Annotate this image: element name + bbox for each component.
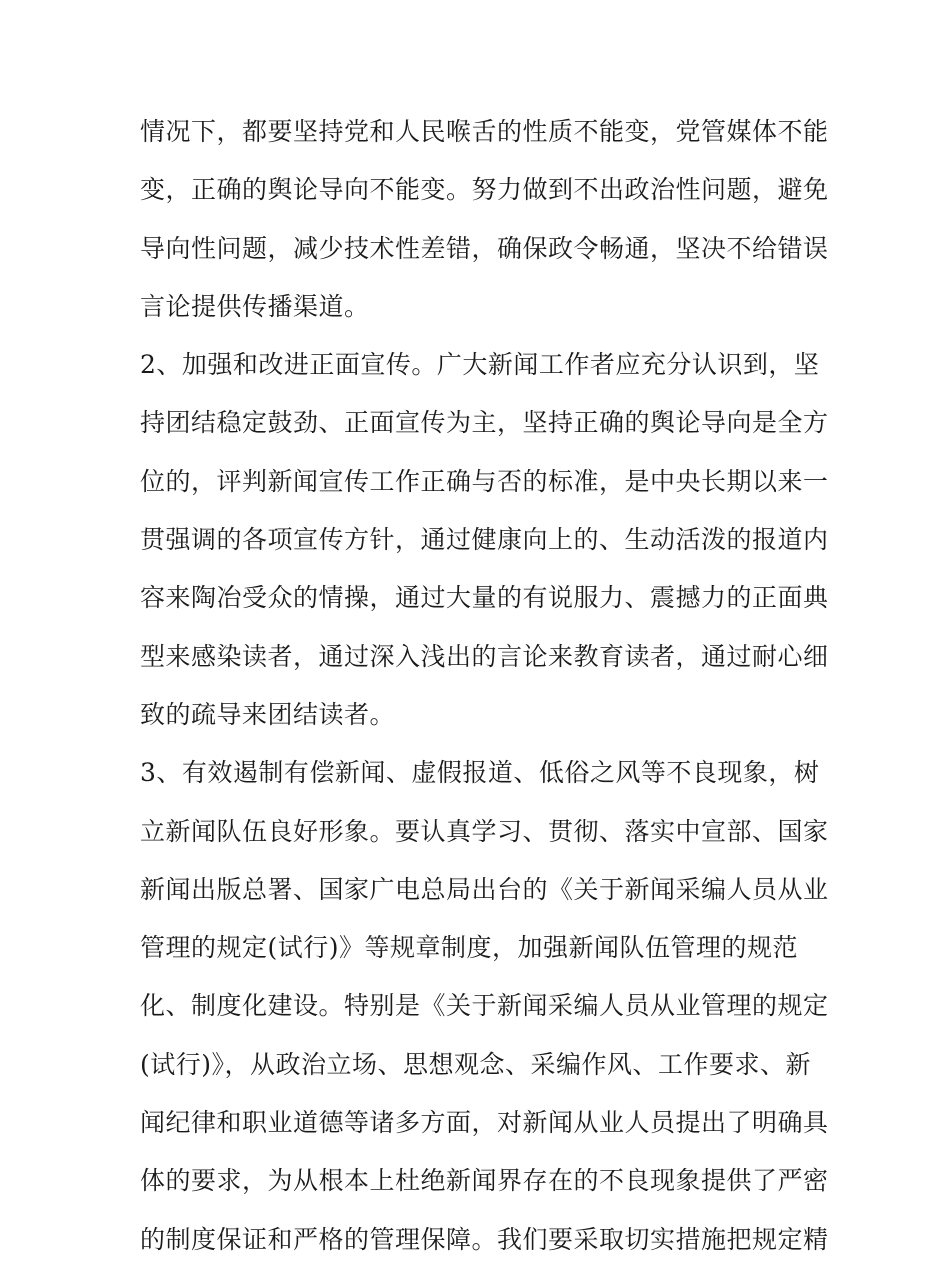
- text-line: 型来感染读者，通过深入浅出的言论来教育读者，通过耐心细: [140, 641, 829, 671]
- text-line: (试行)》，从政治立场、思想观念、采编作风、工作要求、新: [140, 1049, 812, 1079]
- text-line: 的制度保证和严格的管理保障。我们要采取切实措施把规定精: [140, 1224, 829, 1254]
- text-line: 闻纪律和职业道德等诸多方面，对新闻从业人员提出了明确具: [140, 1108, 829, 1138]
- text-line: 持团结稳定鼓劲、正面宣传为主，坚持正确的舆论导向是全方: [140, 408, 829, 438]
- text-line: 变，正确的舆论导向不能变。努力做到不出政治性问题，避免: [140, 175, 829, 205]
- text-line: 3、有效遏制有偿新闻、虚假报道、低俗之风等不良现象，树: [140, 758, 820, 788]
- text-line: 新闻出版总署、国家广电总局出台的《关于新闻采编人员从业: [140, 874, 829, 904]
- text-line: 导向性问题，减少技术性差错，确保政令畅通，坚决不给错误: [140, 233, 829, 263]
- text-line: 容来陶冶受众的情操，通过大量的有说服力、震撼力的正面典: [140, 583, 829, 613]
- text-line: 化、制度化建设。特别是《关于新闻采编人员从业管理的规定: [140, 991, 829, 1021]
- text-line: 位的，评判新闻宣传工作正确与否的标准，是中央长期以来一: [140, 466, 829, 496]
- text-line: 情况下，都要坚持党和人民喉舌的性质不能变，党管媒体不能: [140, 117, 829, 146]
- text-line: 贯强调的各项宣传方针，通过健康向上的、生动活泼的报道内: [140, 525, 829, 555]
- body-text: [140, 109, 829, 1275]
- text-line: 管理的规定(试行)》等规章制度，加强新闻队伍管理的规范: [140, 933, 799, 963]
- text-line: 2、加强和改进正面宣传。广大新闻工作者应充分认识到，坚: [140, 350, 820, 380]
- text-line: 言论提供传播渠道。: [140, 291, 370, 321]
- text-line: 致的疏导来团结读者。: [140, 699, 396, 729]
- text-line: 立新闻队伍良好形象。要认真学习、贯彻、落实中宣部、国家: [140, 816, 829, 846]
- text-line: 体的要求，为从根本上杜绝新闻界存在的不良现象提供了严密: [140, 1166, 829, 1196]
